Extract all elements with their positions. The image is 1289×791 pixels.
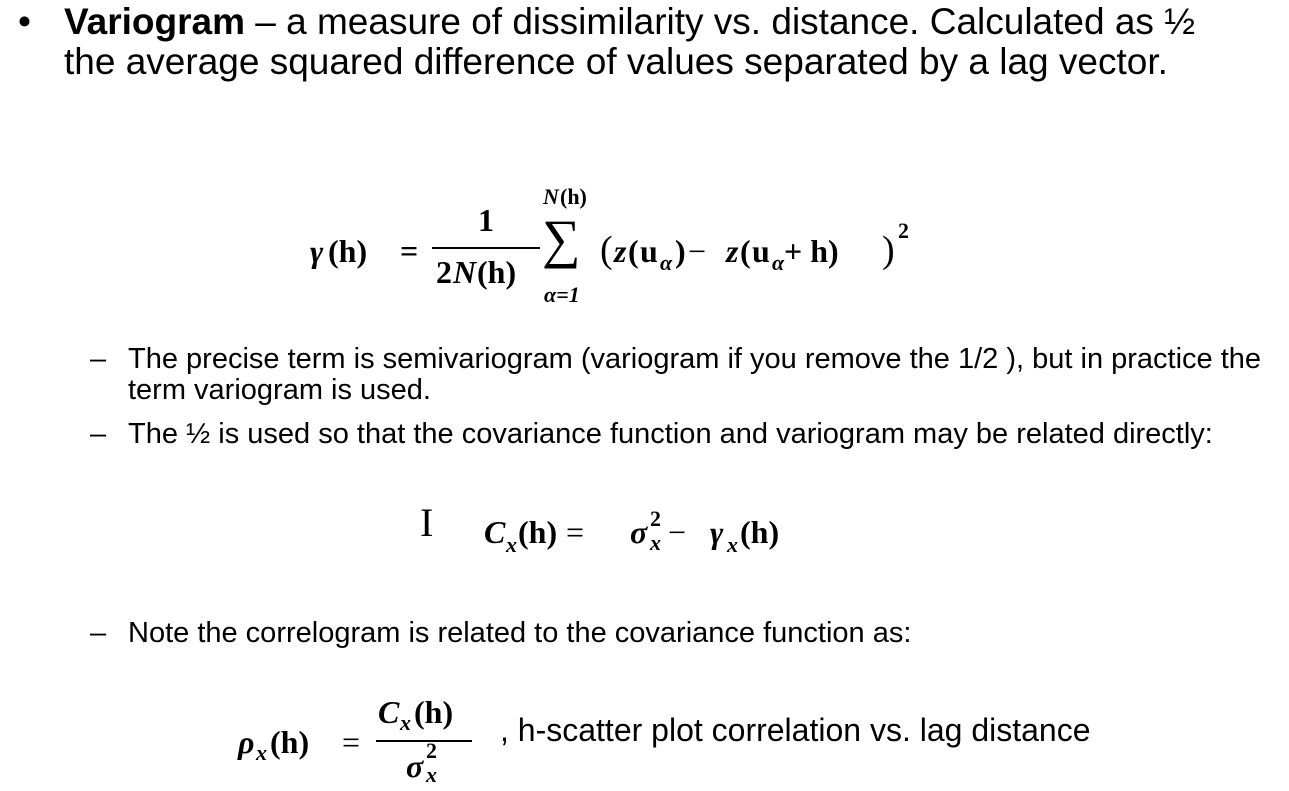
rho-equals: = xyxy=(342,724,361,760)
cov-C-sub: x xyxy=(506,532,517,557)
eq-z1: z xyxy=(614,233,627,269)
eq-u1-close: ) xyxy=(675,233,686,269)
cov-minus: − xyxy=(668,514,687,550)
bullet-marker: • xyxy=(18,1,31,42)
eq-equals: = xyxy=(400,233,419,269)
eq-u1: u xyxy=(640,233,658,269)
eq-close-paren: ) xyxy=(882,229,895,271)
cov-gamma-sub: x xyxy=(727,532,738,557)
eq-fraction-bar xyxy=(432,247,540,249)
note-text: Note the correlogram is related to the covariance function as: xyxy=(128,617,912,649)
eq-u1-sub: α xyxy=(660,250,673,275)
cov-gamma: γ xyxy=(710,514,724,550)
note-dash: – xyxy=(90,617,107,649)
eq-den-arg: (h) xyxy=(477,254,517,290)
rho: ρ xyxy=(238,724,255,760)
variogram-definition: – a measure of dissimilarity vs. distance. Calculated as ½ the average squared difference of values separated by a lag vector. xyxy=(64,1,1196,82)
eq-z2: z xyxy=(726,233,739,269)
den-sup: 2 xyxy=(426,738,437,763)
note-dash: – xyxy=(90,343,107,375)
correlogram-equation xyxy=(238,688,508,788)
covariance-equation xyxy=(484,506,844,570)
eq-sum-upper-N: N xyxy=(543,184,559,209)
eq-exponent: 2 xyxy=(898,218,909,243)
variogram-term: Variogram xyxy=(64,1,245,42)
cov-sigma-sup: 2 xyxy=(650,506,661,531)
bullet-text xyxy=(64,2,1254,82)
eq-u2: u xyxy=(752,233,770,269)
eq-gamma: γ xyxy=(310,233,324,269)
eq-open-paren: ( xyxy=(600,229,613,271)
den-sub: x xyxy=(426,762,437,787)
note-text: The ½ is used so that the covariance function and variogram may be related directly: xyxy=(128,418,1213,450)
num-C-sub: x xyxy=(400,710,411,735)
eq-numerator: 1 xyxy=(478,202,494,238)
eq-gamma-arg: (h) xyxy=(328,233,368,269)
eq-plus-h: + h) xyxy=(784,233,839,269)
eq-sum-lower: α=1 xyxy=(544,282,580,307)
rho-arg: (h) xyxy=(270,724,310,760)
cov-C: C xyxy=(484,514,506,550)
eq-sum-symbol: ∑ xyxy=(542,209,581,269)
text-cursor-icon: I xyxy=(420,500,434,545)
eq-den-coef: 2 xyxy=(436,254,452,290)
correlogram-caption: , h-scatter plot correlation vs. lag distance xyxy=(500,712,1091,748)
num-C: C xyxy=(378,694,400,730)
rho-sub: x xyxy=(256,740,267,765)
eq-den-N: N xyxy=(453,254,477,290)
eq-sum-upper-arg: (h) xyxy=(560,184,587,209)
eq-u2-open: ( xyxy=(740,233,751,269)
corr-fraction-bar xyxy=(376,740,472,742)
eq-u2-sub: α xyxy=(772,250,785,275)
variogram-equation xyxy=(310,180,960,315)
cov-gamma-arg: (h) xyxy=(740,514,780,550)
eq-minus: − xyxy=(688,233,707,269)
cov-equals: = xyxy=(566,514,585,550)
den-sigma: σ xyxy=(406,748,424,784)
note-dash: – xyxy=(90,418,107,450)
cov-sigma: σ xyxy=(630,514,648,550)
cov-C-arg: (h) xyxy=(518,514,558,550)
num-C-arg: (h) xyxy=(414,694,454,730)
note-text: The precise term is semivariogram (variogram if you remove the 1/2 ), but in practice the term variogram is used. xyxy=(128,343,1262,406)
eq-u1-open: ( xyxy=(628,233,639,269)
cov-sigma-sub: x xyxy=(650,530,661,555)
